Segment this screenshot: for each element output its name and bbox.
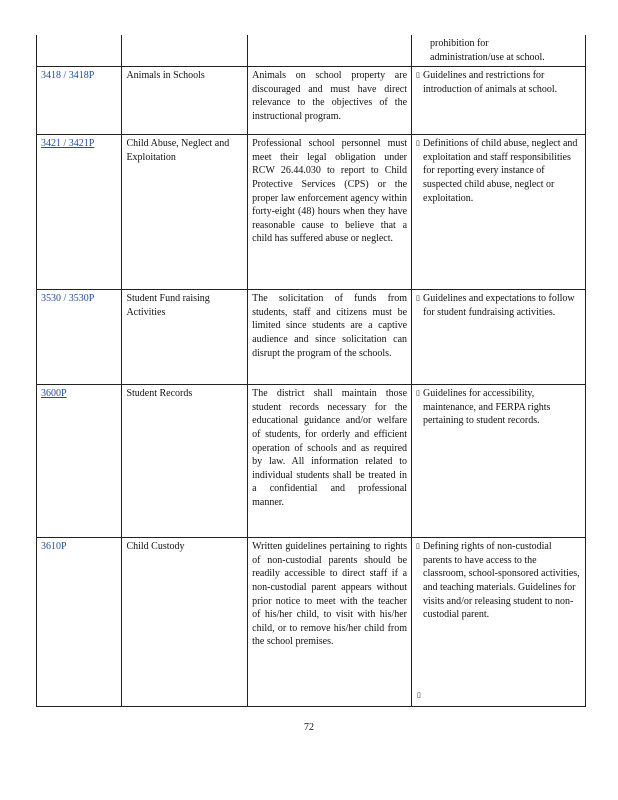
policy-title: Child Custody [122, 538, 248, 707]
table-row [37, 135, 586, 290]
title-cell-empty [122, 35, 248, 67]
policy-code-link[interactable] [37, 135, 122, 290]
policy-description: The solicitation of funds from students, staff and citizens must be limited since students are a captive audience and since solicitation can disrupt the program of the schools. [248, 290, 412, 385]
table-row-continuation [37, 35, 586, 67]
policy-title: Student Records [122, 385, 248, 538]
notes-cell-continuation [412, 35, 586, 67]
table-row [37, 290, 586, 385]
checkbox-bullet-icon: ▯ [416, 542, 420, 551]
policy-notes [412, 67, 586, 135]
checkbox-bullet-icon: ▯ [416, 294, 420, 303]
code-cell-empty [37, 35, 122, 67]
policy-table [36, 35, 586, 707]
policy-code: 3530 / 3530P [37, 290, 122, 385]
checkbox-bullet-icon: ▯ [416, 71, 420, 80]
policy-description: Animals on school property are discouraged and must have direct relevance to the objectives of the instructional program. [248, 67, 412, 135]
policy-code-link[interactable] [37, 385, 122, 538]
note-text: Definitions of child abuse, neglect and exploitation and staff responsibilities for reporting every instance of suspected child abuse, neglect or exploitation. [423, 138, 578, 204]
table-row [37, 67, 586, 135]
note-bullet [416, 137, 581, 205]
policy-title: Student Fund raising Activities [122, 290, 248, 385]
policy-notes [412, 538, 586, 707]
policy-description: Professional school personnel must meet their legal obligation under RCW 26.44.030 to report to Child Protective Services (CPS) or the proper law enforcement agency within forty-eight (48) hours when they have reasonable cause to believe that a child has suffered abuse or neglect. [248, 135, 412, 290]
policy-code-link-text[interactable]: 3421 / 3421P [41, 138, 95, 150]
note-bullet [416, 540, 581, 622]
empty-bullet-icon: ▯ [417, 690, 421, 699]
note-text: Guidelines and expectations to follow for student fundraising activities. [423, 293, 575, 318]
policy-title: Animals in Schools [122, 67, 248, 135]
description-cell-empty [248, 35, 412, 67]
policy-title: Child Abuse, Neglect and Exploitation [122, 135, 248, 290]
policy-description: Written guidelines pertaining to rights of non-custodial parents should be readily accessible to direct staff if a non-custodial parent appears without prior notice to meet with the teacher of his/her child, to visit with his/her child, or to remove his/her child from the school premises. [248, 538, 412, 707]
note-bullet [416, 292, 581, 319]
policy-notes [412, 135, 586, 290]
note-text: Guidelines for accessibility, maintenance, and FERPA rights pertaining to student records. [423, 388, 551, 427]
note-text: Defining rights of non-custodial parents to have access to the classroom, school-sponsored activities, and teaching materials. Guidelines for visits and/or releasing student to non-custodial parent. [423, 541, 580, 621]
table-row [37, 385, 586, 538]
note-bullet [416, 387, 581, 428]
checkbox-bullet-icon: ▯ [416, 389, 420, 398]
policy-code: 3610P [37, 538, 122, 707]
policy-notes [412, 385, 586, 538]
note-text: Guidelines and restrictions for introduction of animals at school. [423, 70, 558, 95]
checkbox-bullet-icon: ▯ [416, 139, 420, 148]
policy-code: 3418 / 3418P [37, 67, 122, 135]
page-number: 72 [304, 722, 314, 733]
policy-notes [412, 290, 586, 385]
continuation-line-2: administration/use at school. [430, 51, 545, 63]
table-row [37, 538, 586, 707]
note-bullet [416, 69, 581, 96]
policy-code-link-text[interactable]: 3600P [41, 388, 67, 400]
policy-description: The district shall maintain those student records necessary for the educational guidance and/or welfare of students, for orderly and efficient operation of schools and as required by law. All information related to individual students shall be treated in a confidential and professional manner. [248, 385, 412, 538]
continuation-line-1: prohibition for [430, 38, 489, 49]
